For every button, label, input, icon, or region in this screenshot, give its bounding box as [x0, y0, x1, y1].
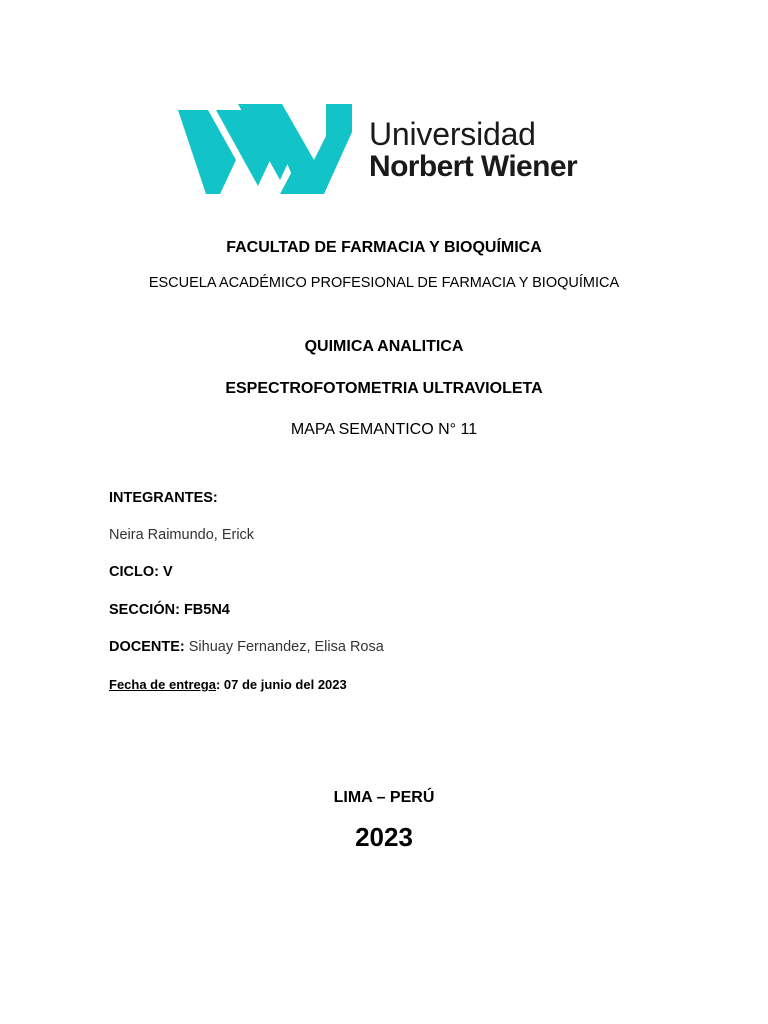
delivery-row [109, 677, 347, 692]
delivery-separator: : [215, 677, 221, 692]
teacher-label: DOCENTE: [109, 639, 185, 655]
section-label: SECCIÓN: [109, 602, 180, 618]
cycle-value: V [162, 564, 173, 580]
university-logo-mark [176, 102, 356, 202]
section-value: FB5N4 [183, 602, 230, 618]
city-line: LIMA – PERÚ [333, 789, 435, 806]
logo-university-word: Universidad [369, 116, 536, 152]
faculty-title: FACULTAD DE FARMACIA Y BIOQUÍMICA [226, 239, 542, 256]
topic-title: ESPECTROFOTOMETRIA ULTRAVIOLETA [225, 380, 543, 397]
section-row [109, 602, 230, 618]
cycle-label: CICLO: [109, 564, 159, 580]
members-label: INTEGRANTES: [109, 490, 218, 506]
delivery-value: 07 de junio del 2023 [223, 677, 347, 692]
course-title: QUIMICA ANALITICA [304, 338, 464, 355]
member-name: Neira Raimundo, Erick [109, 527, 255, 543]
logo-university-name: Norbert Wiener [369, 150, 578, 183]
teacher-row [109, 639, 384, 655]
members-heading [109, 490, 218, 506]
assignment-title: MAPA SEMANTICO N° 11 [290, 421, 478, 438]
university-logo [176, 102, 596, 202]
delivery-label: Fecha de entrega [109, 677, 216, 692]
cycle-row [109, 564, 173, 580]
school-title: ESCUELA ACADÉMICO PROFESIONAL DE FARMACIA Y BIOQUÍMICA [148, 275, 620, 291]
year-line: 2023 [355, 822, 413, 852]
teacher-value: Sihuay Fernandez, Elisa Rosa [188, 639, 384, 655]
